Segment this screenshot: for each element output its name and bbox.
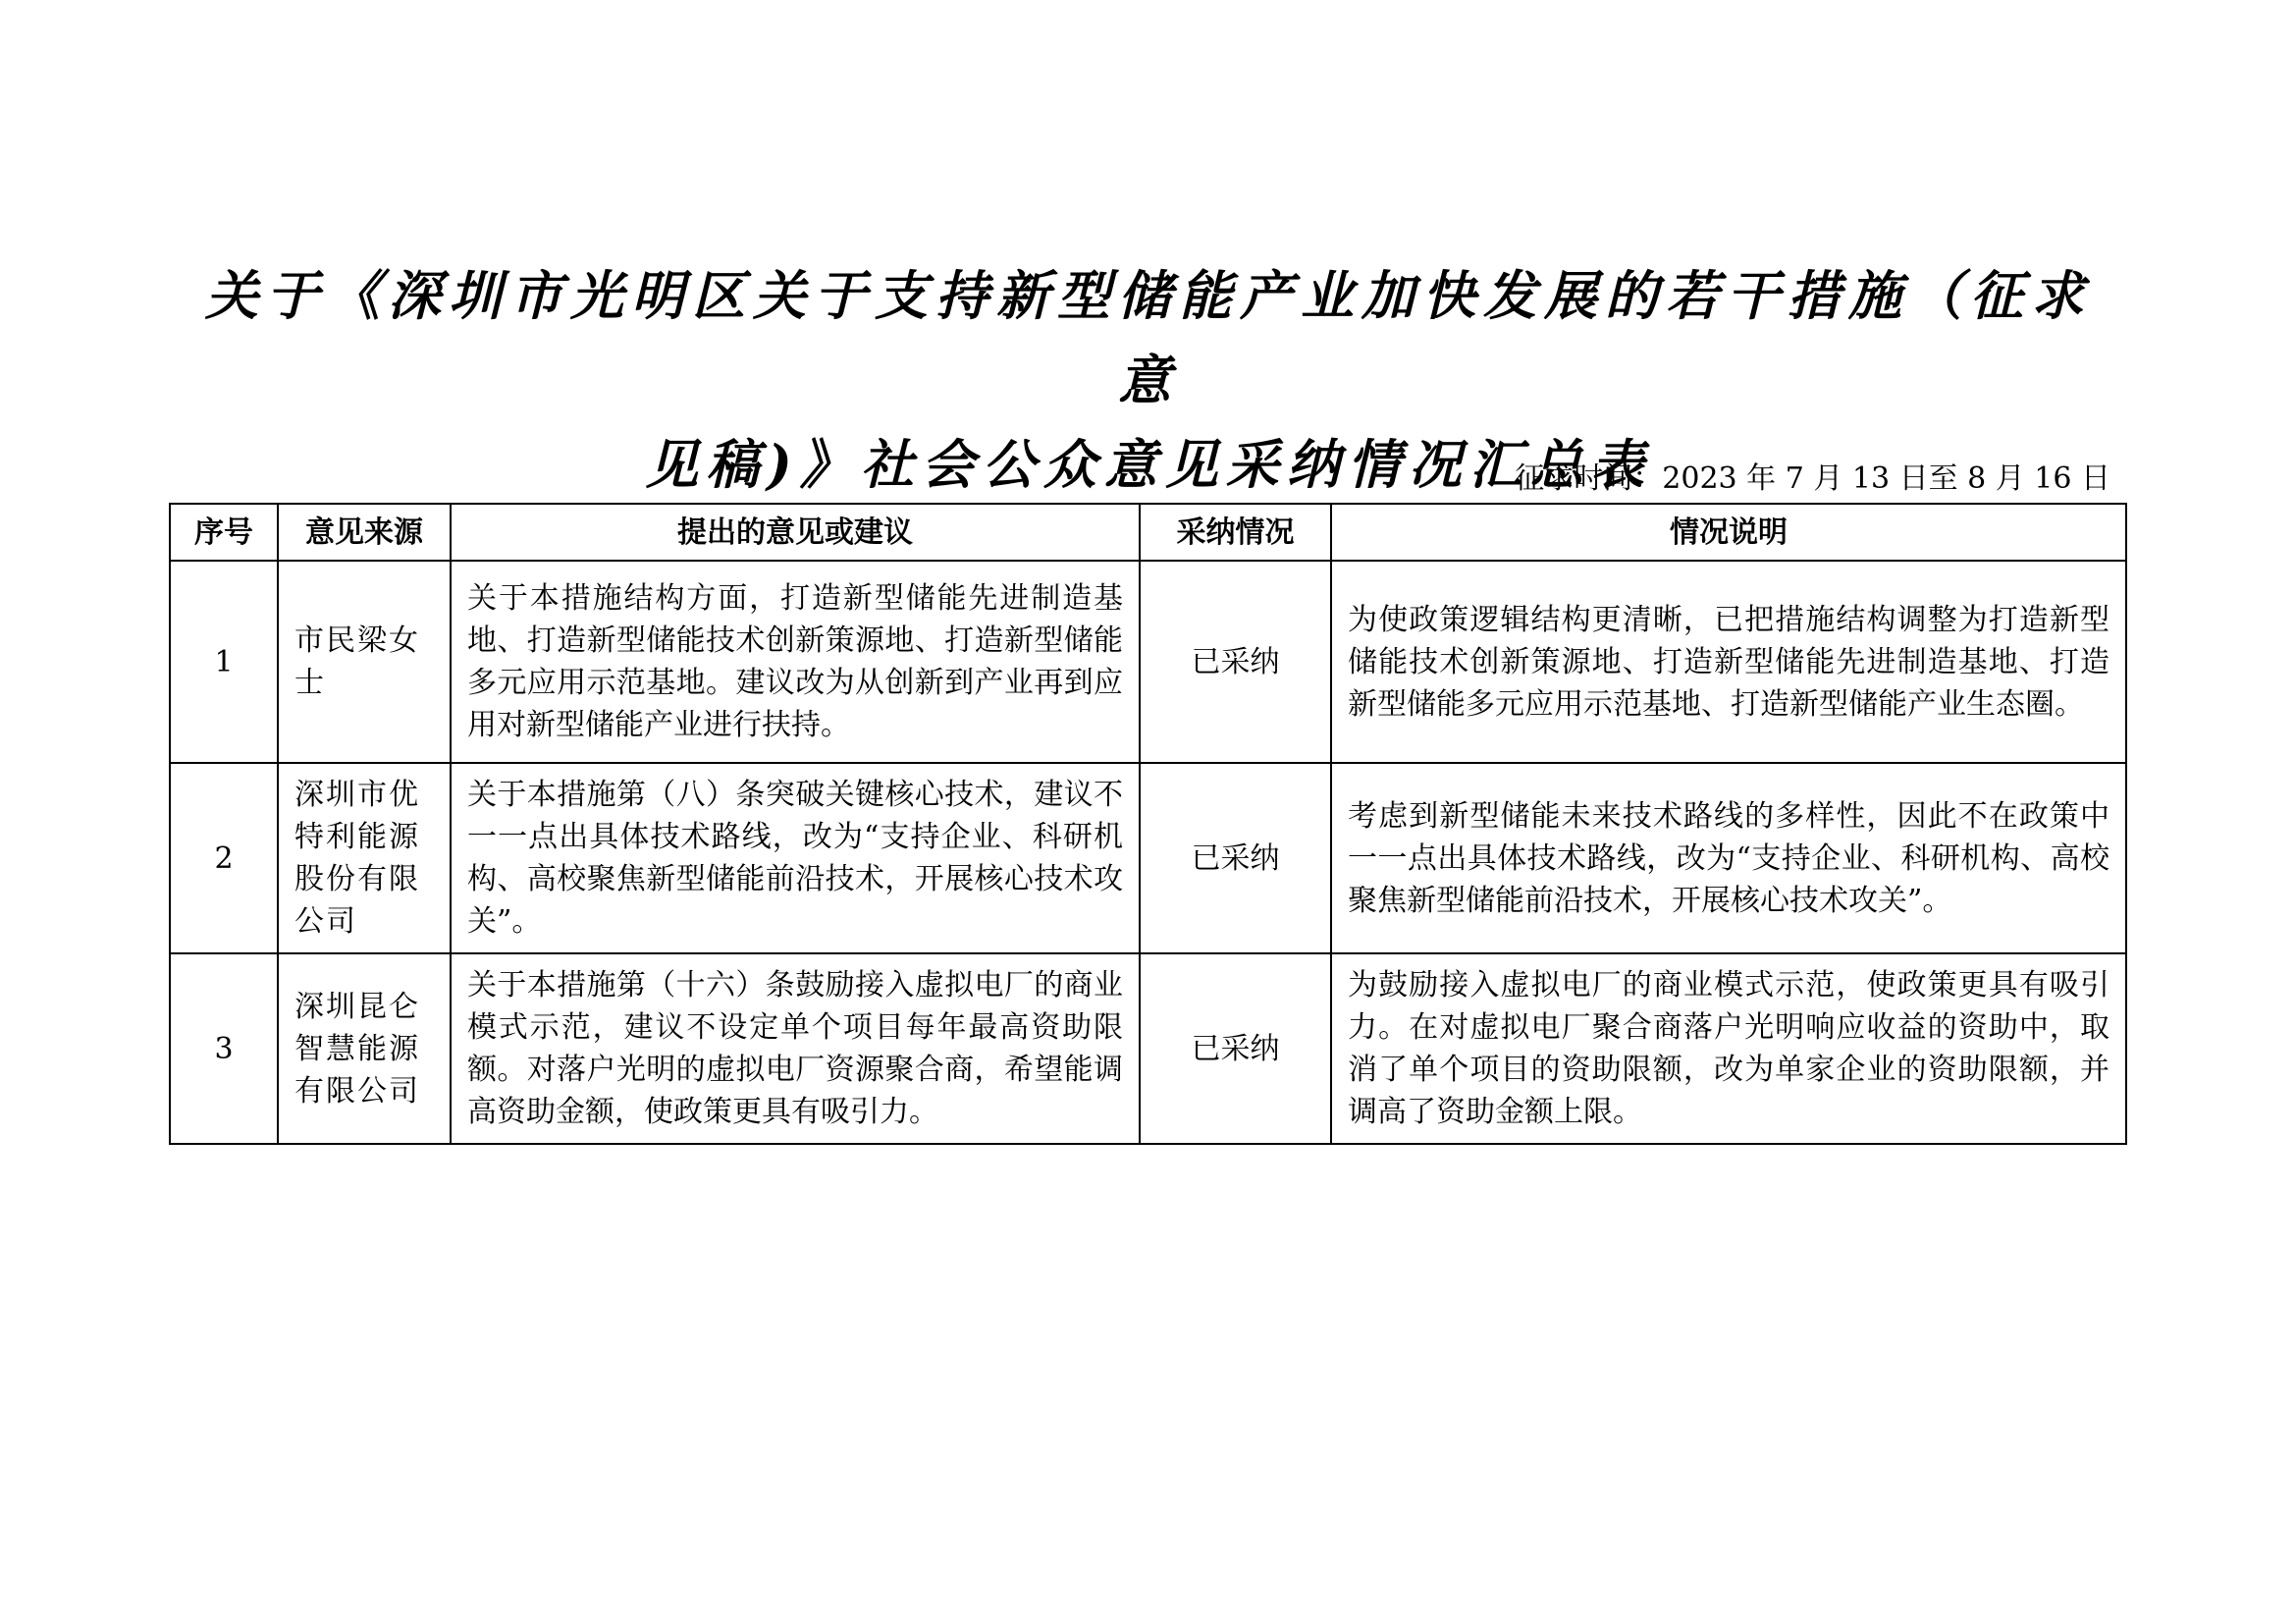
table-header-row: [170, 504, 2126, 561]
row-source: 市民梁女士: [278, 561, 451, 763]
row-number: 3: [170, 953, 278, 1144]
header-adoption-status: 采纳情况: [1140, 504, 1331, 561]
solicit-time: 征求时间：2023 年 7 月 13 日至 8 月 16 日: [1515, 461, 2110, 496]
row-number: 1: [170, 561, 278, 763]
row-status: 已采纳: [1140, 953, 1331, 1144]
row-explanation: 为鼓励接入虚拟电厂的商业模式示范，使政策更具有吸引力。在对虚拟电厂聚合商落户光明响应收益的资助中，取消了单个项目的资助限额，改为单家企业的资助限额，并调高了资助金额上限。: [1331, 953, 2126, 1144]
row-explanation: 为使政策逻辑结构更清晰，已把措施结构调整为打造新型储能技术创新策源地、打造新型储能先进制造基地、打造新型储能多元应用示范基地、打造新型储能产业生态圈。: [1331, 561, 2126, 763]
title-line-1: 关于《深圳市光明区关于支持新型储能产业加快发展的若干措施（征求意: [205, 264, 2092, 411]
row-number: 2: [170, 763, 278, 953]
row-suggestion: 关于本措施结构方面，打造新型储能先进制造基地、打造新型储能技术创新策源地、打造新型储能多元应用示范基地。建议改为从创新到产业再到应用对新型储能产业进行扶持。: [451, 561, 1140, 763]
row-source: 深圳昆仑智慧能源有限公司: [278, 953, 451, 1144]
row-suggestion: 关于本措施第（十六）条鼓励接入虚拟电厂的商业模式示范，建议不设定单个项目每年最高资助限额。对落户光明的虚拟电厂资源聚合商，希望能调高资助金额，使政策更具有吸引力。: [451, 953, 1140, 1144]
row-status: 已采纳: [1140, 561, 1331, 763]
row-status: 已采纳: [1140, 763, 1331, 953]
opinion-summary-table: [169, 503, 2127, 1145]
table-row: [170, 561, 2126, 763]
table-row: [170, 953, 2126, 1144]
header-explanation: 情况说明: [1331, 504, 2126, 561]
row-suggestion: 关于本措施第（八）条突破关键核心技术，建议不一一点出具体技术路线，改为“支持企业、科研机构、高校聚焦新型储能前沿技术，开展核心技术攻关”。: [451, 763, 1140, 953]
header-opinion-source: 意见来源: [278, 504, 451, 561]
row-source: 深圳市优特利能源股份有限公司: [278, 763, 451, 953]
title-line-2: 见稿)》社会公众意见采纳情况汇总表: [645, 433, 1652, 496]
table-row: [170, 763, 2126, 953]
header-serial-number: 序号: [170, 504, 278, 561]
row-explanation: 考虑到新型储能未来技术路线的多样性，因此不在政策中一一点出具体技术路线，改为“支持企业、科研机构、高校聚焦新型储能前沿技术，开展核心技术攻关”。: [1331, 763, 2126, 953]
header-suggestion: 提出的意见或建议: [451, 504, 1140, 561]
